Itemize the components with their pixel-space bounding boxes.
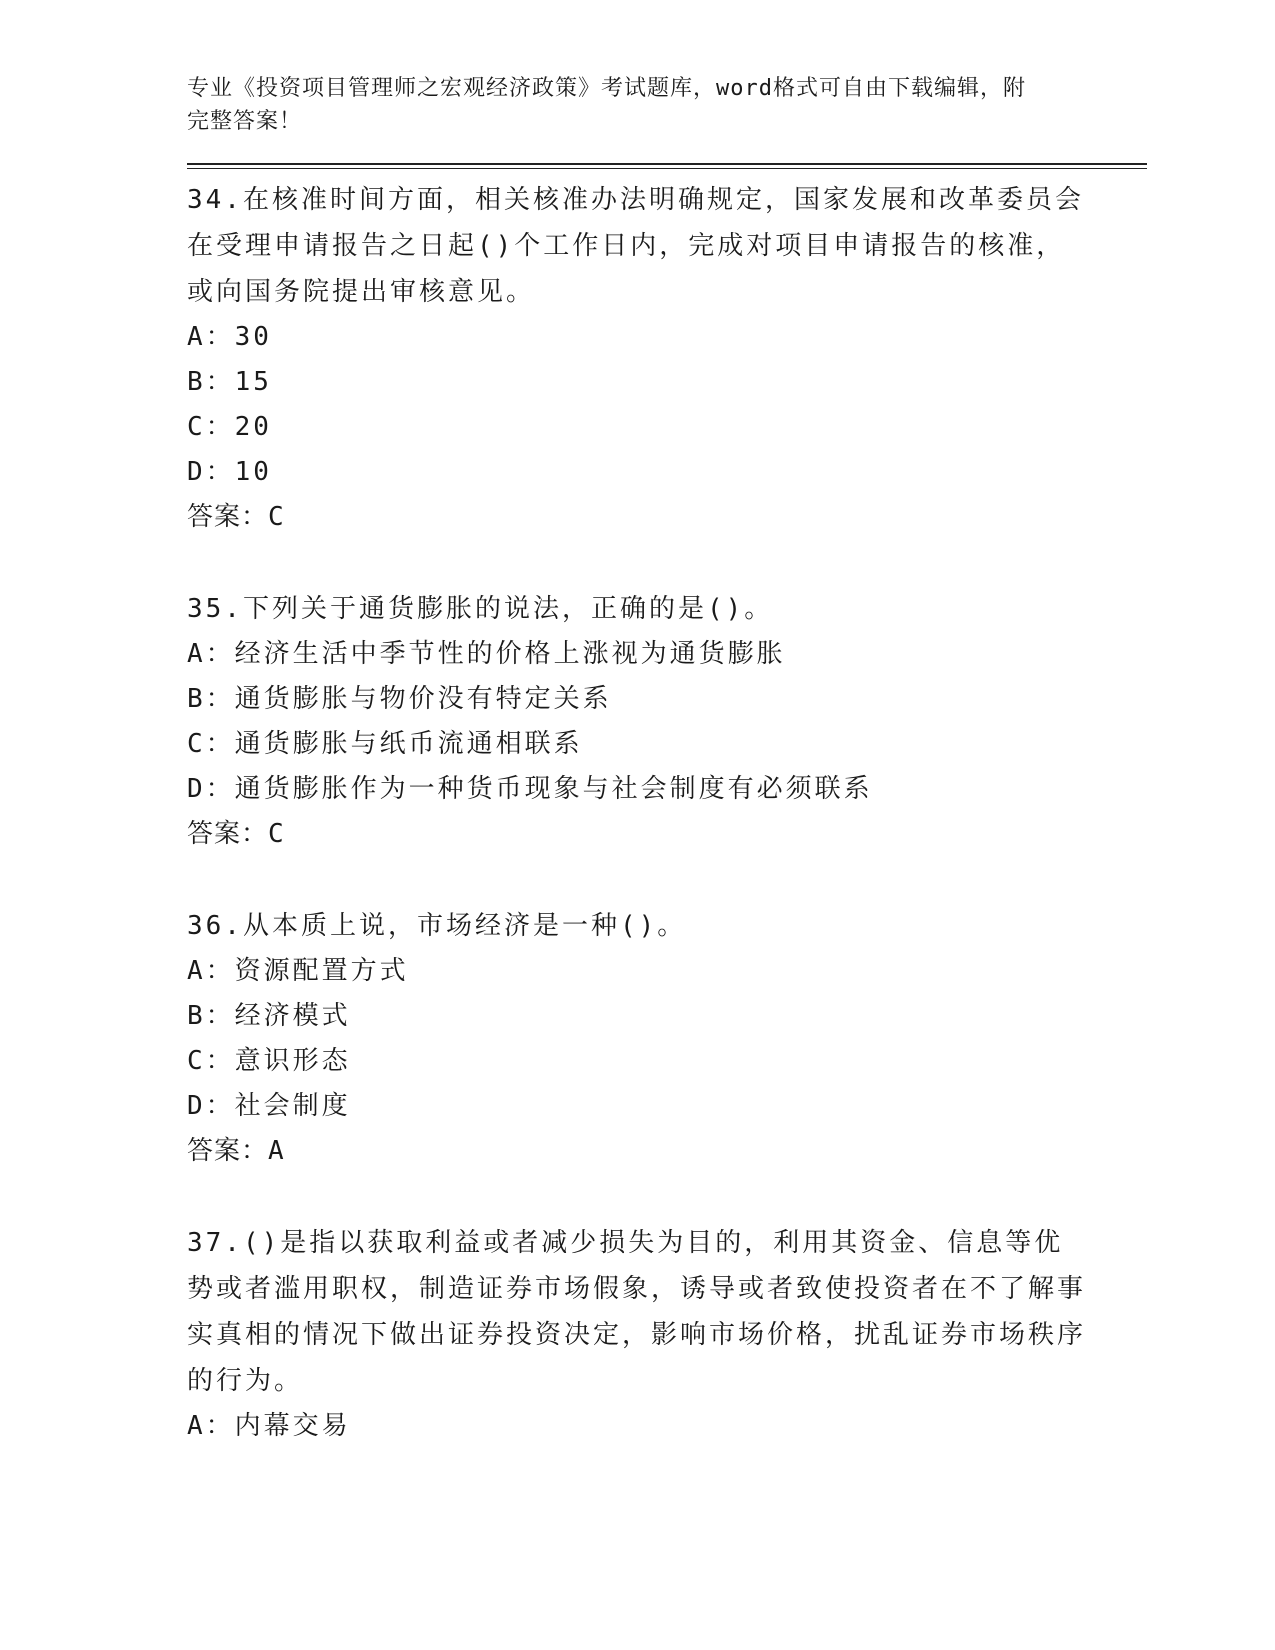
option-c: C：意识形态 [187, 1046, 351, 1076]
question-stem: 34.在核准时间方面，相关核准办法明确规定，国家发展和改革委员会在受理申请报告之日起()个工作日内，完成对项目申请报告的核准，或向国务院提出审核意见。 [187, 185, 1084, 307]
header-divider [187, 163, 1147, 169]
question-36 [187, 903, 1147, 1174]
answer-label: 答案： [187, 1136, 269, 1166]
option-d: D：社会制度 [187, 1091, 351, 1121]
answer-line [187, 495, 1147, 540]
option-d: D：通货膨胀作为一种货币现象与社会制度有必须联系 [187, 774, 873, 804]
option-b: B：经济模式 [187, 1001, 351, 1031]
option-b: B：15 [187, 367, 272, 397]
document-header: 专业《投资项目管理师之宏观经济政策》考试题库，word格式可自由下载编辑，附完整答案！ [187, 76, 1026, 134]
answer-line [187, 1129, 1147, 1174]
answer-value: A [268, 1136, 285, 1166]
answer-value: C [268, 502, 285, 532]
option-a: A：内幕交易 [187, 1411, 351, 1441]
question-stem: 35.下列关于通货膨胀的说法，正确的是()。 [187, 594, 774, 624]
question-37 [187, 1220, 1147, 1449]
answer-label: 答案： [187, 502, 269, 532]
question-stem: 37.()是指以获取利益或者减少损失为目的，利用其资金、信息等优势或者滥用职权，制造证券市场假象，诱导或者致使投资者在不了解事实真相的情况下做出证券投资决定，影响市场价格，扰乱证券市场秩序的行为。 [187, 1228, 1087, 1396]
option-c: C：20 [187, 412, 272, 442]
option-b: B：通货膨胀与物价没有特定关系 [187, 684, 612, 714]
option-a: A：经济生活中季节性的价格上涨视为通货膨胀 [187, 639, 786, 669]
question-35 [187, 586, 1147, 857]
answer-value: C [268, 819, 285, 849]
option-a: A：30 [187, 322, 272, 352]
document-page [187, 72, 1147, 1449]
option-a: A：资源配置方式 [187, 956, 409, 986]
question-stem: 36.从本质上说，市场经济是一种()。 [187, 911, 687, 941]
option-d: D：10 [187, 457, 272, 487]
answer-line [187, 812, 1147, 857]
question-34 [187, 177, 1147, 540]
option-c: C：通货膨胀与纸币流通相联系 [187, 729, 583, 759]
answer-label: 答案： [187, 819, 269, 849]
